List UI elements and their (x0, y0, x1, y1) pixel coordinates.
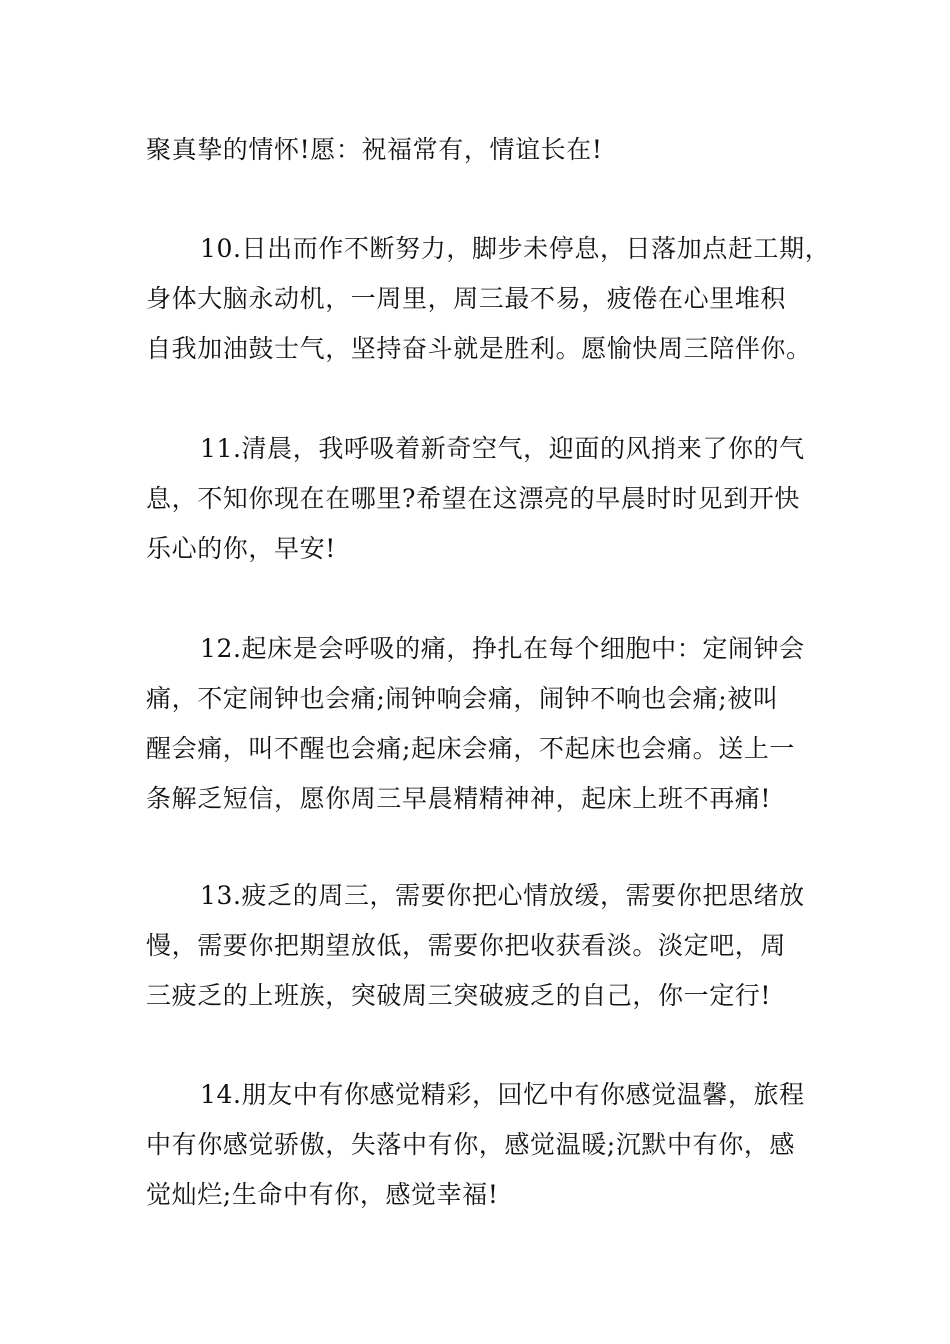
text-line: 聚真挚的情怀!愿：祝福常有，情谊长在! (146, 135, 603, 164)
text-line: 11.清晨，我呼吸着新奇空气，迎面的风捎来了你的气 (200, 434, 805, 463)
paragraph-item-11 (146, 424, 846, 574)
text-line: 乐心的你，早安! (146, 534, 336, 563)
text-line: 慢，需要你把期望放低，需要你把收获看淡。淡定吧，周 (146, 931, 787, 960)
text-line: 息，不知你现在在哪里?希望在这漂亮的早晨时时见到开快 (146, 484, 801, 513)
text-line: 自我加油鼓士气，坚持奋斗就是胜利。愿愉快周三陪伴你。 (146, 334, 812, 363)
text-line: 13.疲乏的周三，需要你把心情放缓，需要你把思绪放 (200, 881, 805, 910)
paragraph-item-12 (146, 624, 846, 824)
text-line: 12.起床是会呼吸的痛，挣扎在每个细胞中：定闹钟会 (200, 634, 805, 663)
text-line: 中有你感觉骄傲，失落中有你，感觉温暖;沉默中有你，感 (146, 1130, 796, 1159)
text-line: 醒会痛，叫不醒也会痛;起床会痛，不起床也会痛。送上一 (146, 734, 796, 763)
paragraph-item-14 (146, 1070, 846, 1220)
paragraph-continuation (146, 125, 846, 175)
text-line: 身体大脑永动机，一周里，周三最不易，疲倦在心里堆积 (146, 284, 787, 313)
paragraph-item-10 (146, 224, 846, 374)
text-line: 14.朋友中有你感觉精彩，回忆中有你感觉温馨，旅程 (200, 1080, 805, 1109)
paragraph-item-13 (146, 871, 846, 1021)
text-line: 痛，不定闹钟也会痛;闹钟响会痛，闹钟不响也会痛;被叫 (146, 684, 779, 713)
text-line: 条解乏短信，愿你周三早晨精精神神，起床上班不再痛! (146, 784, 772, 813)
text-line: 10.日出而作不断努力，脚步未停息，日落加点赶工期， (200, 234, 831, 263)
text-line: 觉灿烂;生命中有你，感觉幸福! (146, 1180, 499, 1209)
text-line: 三疲乏的上班族，突破周三突破疲乏的自己，你一定行! (146, 981, 772, 1010)
